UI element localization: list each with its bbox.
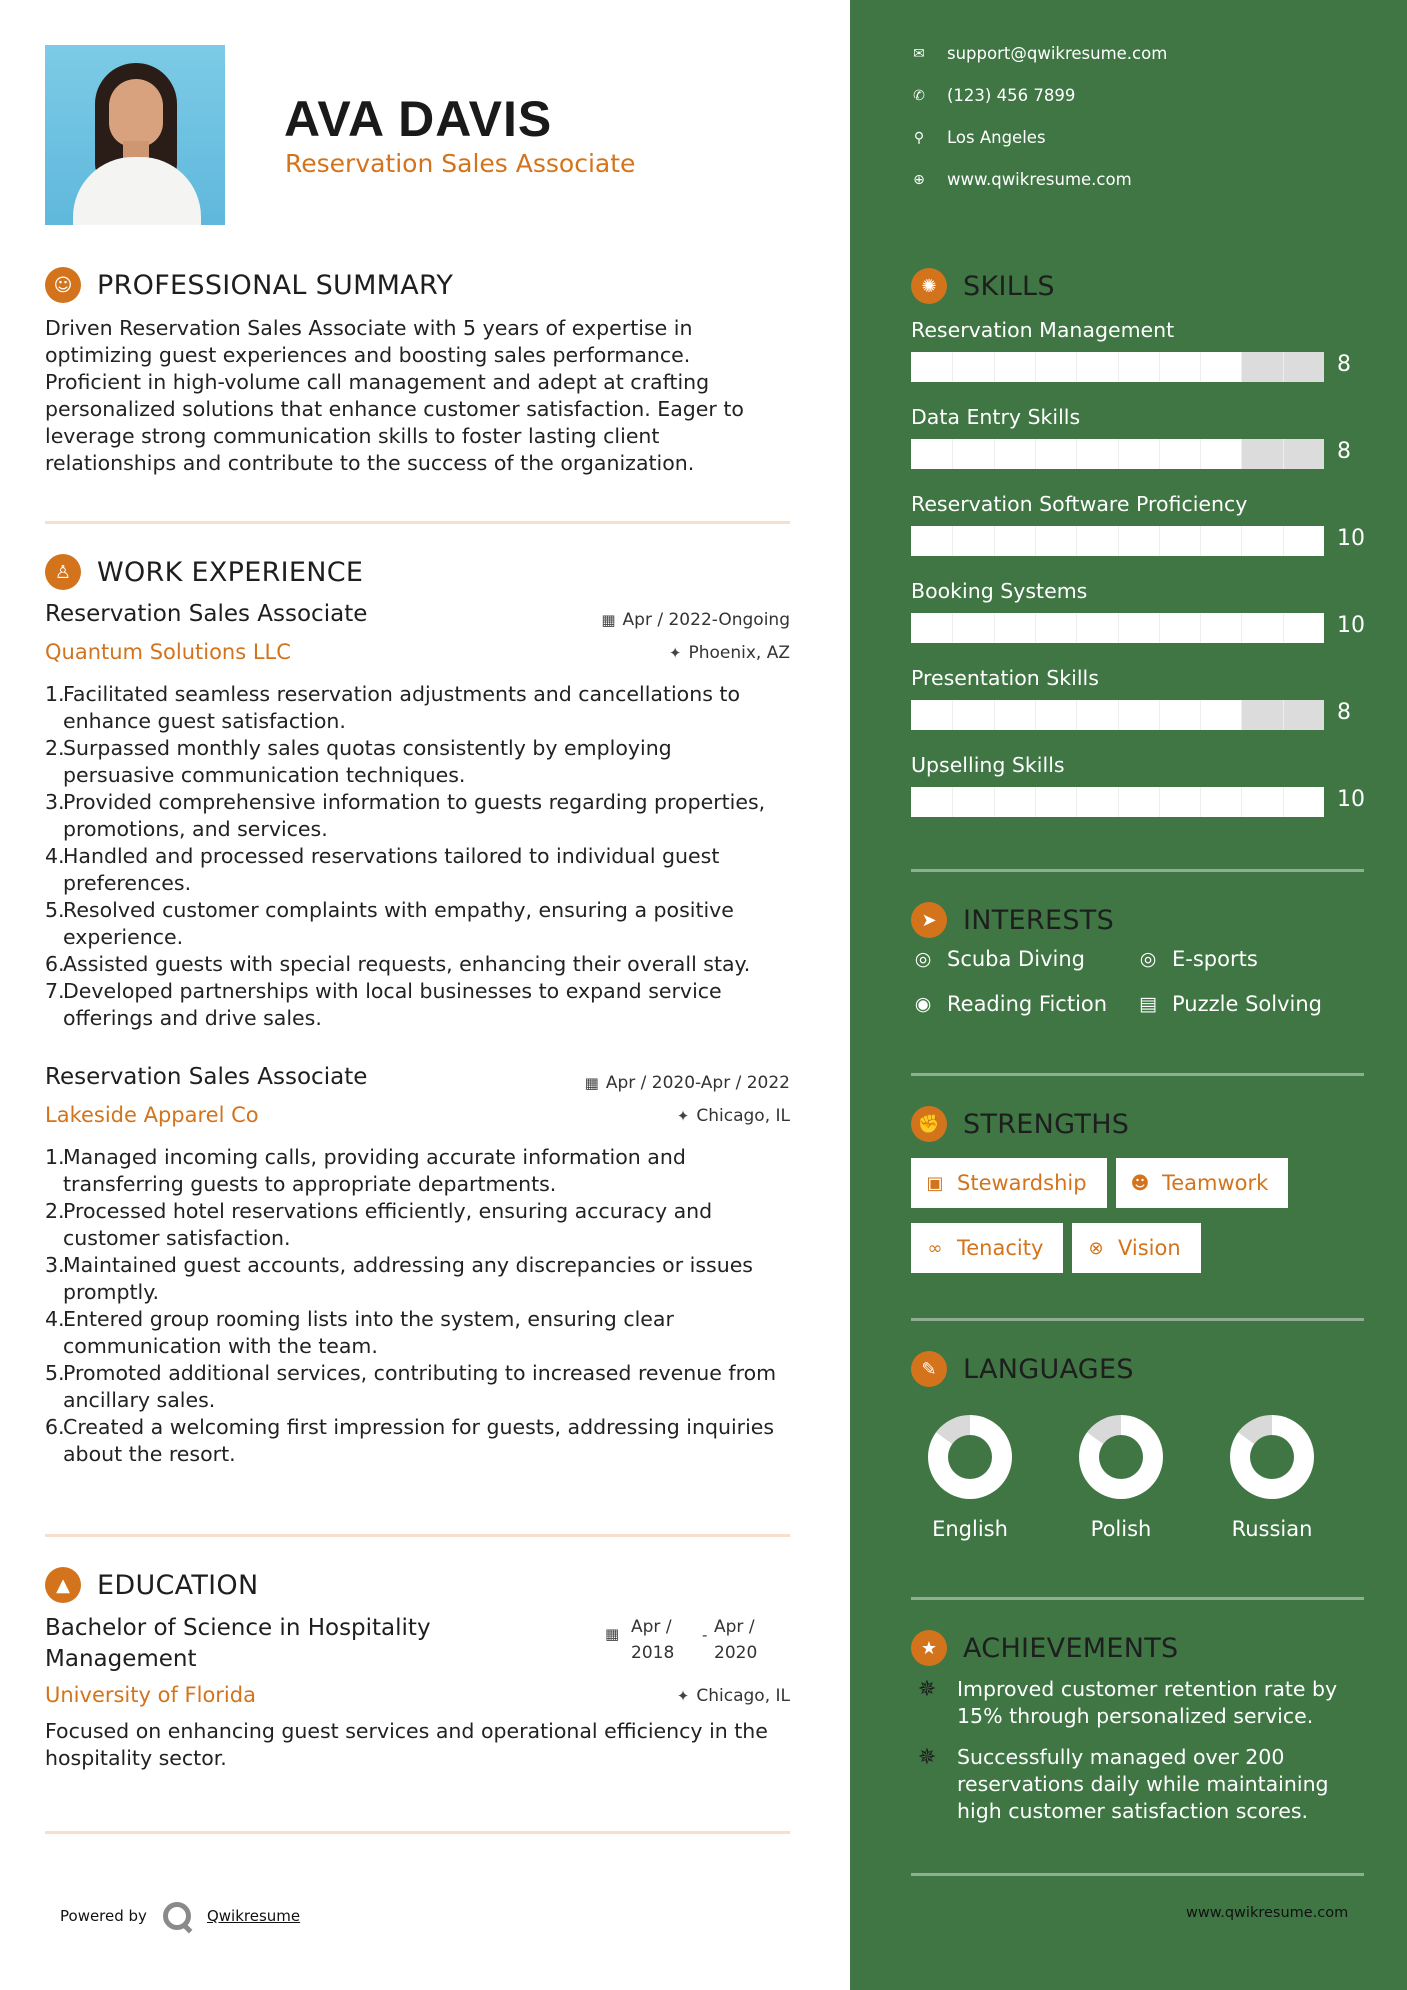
- skill-bar-segment: [1118, 700, 1119, 730]
- skill-bar-segment: [952, 526, 953, 556]
- section-divider: [911, 1318, 1364, 1321]
- skill-bar-segment: [1159, 787, 1160, 817]
- skill-bar-segment: [1159, 700, 1160, 730]
- skill-bar: [911, 613, 1324, 643]
- contact-location: ⚲ Los Angeles: [911, 128, 1046, 147]
- skill-name: Data Entry Skills: [911, 405, 1081, 429]
- skill-bar-segment: [1076, 787, 1077, 817]
- link-icon: ∞: [927, 1237, 943, 1259]
- lightbulb-icon: ✺: [911, 268, 947, 304]
- language-icon: ✎: [911, 1351, 947, 1387]
- section-divider: [911, 869, 1364, 872]
- skill-bar-segment: [1241, 700, 1242, 730]
- skill-bar-segment: [1241, 613, 1242, 643]
- skill-bar-segment: [1035, 526, 1036, 556]
- list-item: 3. Provided comprehensive information to guests regarding properties, promotions, and services.: [45, 790, 766, 841]
- skills-heading: ✺ SKILLS: [911, 268, 1055, 304]
- list-item: 4. Handled and processed reservations tailored to individual guest preferences.: [45, 844, 720, 895]
- skill-bar-segment: [994, 352, 995, 382]
- school-name: University of Florida: [45, 1683, 256, 1707]
- job-company: Quantum Solutions LLC: [45, 640, 291, 664]
- skill-bar-segment: [952, 613, 953, 643]
- list-item: 1. Managed incoming calls, providing accurate information and transferring guests to appropriate departments.: [45, 1145, 686, 1196]
- strength-chip: ∞ Tenacity: [911, 1223, 1063, 1273]
- job-bullets: [45, 681, 815, 1032]
- skill-bar-segment: [1283, 526, 1284, 556]
- list-item: 5. Promoted additional services, contributing to increased revenue from ancillary sales.: [45, 1361, 777, 1412]
- powered-by: Powered by Qwikresume: [60, 1902, 300, 1930]
- chair-icon: ♙: [45, 554, 81, 590]
- interest-item: ▤ Puzzle Solving: [1136, 992, 1322, 1016]
- skill-bar-segment: [1283, 700, 1284, 730]
- pin-icon: ✦: [668, 644, 682, 662]
- date-separator: -: [702, 1626, 708, 1644]
- skill-value: 10: [1337, 526, 1365, 551]
- skill-bar-segment: [1241, 352, 1242, 382]
- section-divider: [911, 1873, 1364, 1876]
- skill-bar-segment: [1241, 787, 1242, 817]
- strength-chip: ⊗ Vision: [1072, 1223, 1201, 1273]
- skill-bar-segment: [994, 526, 995, 556]
- language-item: Polish: [1046, 1415, 1196, 1541]
- binoculars-icon: ⊗: [1088, 1237, 1104, 1259]
- skill-bar-segment: [1283, 787, 1284, 817]
- skill-value: 10: [1337, 613, 1365, 638]
- skill-bar: [911, 700, 1324, 730]
- section-divider: [911, 1073, 1364, 1076]
- skill-bar-segment: [1076, 352, 1077, 382]
- skill-bar-segment: [1076, 526, 1077, 556]
- list-item: 6. Assisted guests with special requests, enhancing their overall stay.: [45, 952, 751, 976]
- strengths-heading: ✊ STRENGTHS: [911, 1106, 1129, 1142]
- candidate-name: AVA DAVIS: [284, 91, 553, 147]
- job-date: ▦ Apr / 2022-Ongoing: [601, 610, 790, 630]
- life-ring-icon: ◎: [1139, 948, 1157, 970]
- edu-end-date: Apr / 2020: [714, 1617, 758, 1663]
- skill-bar-segment: [1076, 613, 1077, 643]
- skill-bar: [911, 526, 1324, 556]
- sparkle-star-icon: ✵: [917, 1745, 937, 1770]
- skill-bar-segment: [1200, 613, 1201, 643]
- skill-bar-segment: [952, 700, 953, 730]
- edu-description: Focused on enhancing guest services and operational efficiency in the hospitality sector.: [45, 1719, 768, 1770]
- calendar-icon: ▦: [605, 1625, 620, 1643]
- skill-bar: [911, 787, 1324, 817]
- skill-bar-segment: [1283, 613, 1284, 643]
- skill-bar-segment: [1159, 613, 1160, 643]
- skill-name: Reservation Software Proficiency: [911, 492, 1248, 516]
- job-date: ▦ Apr / 2020-Apr / 2022: [584, 1073, 790, 1093]
- skill-bar-segment: [994, 787, 995, 817]
- achievement-item: ✵ Successfully managed over 200 reservations daily while maintaining high customer satisfaction scores.: [911, 1744, 1357, 1825]
- profile-photo: [45, 45, 225, 225]
- achievement-item: ✵ Improved customer retention rate by 15% through personalized service.: [911, 1676, 1357, 1730]
- skill-bar-segment: [952, 439, 953, 469]
- skill-bar-segment: [1035, 439, 1036, 469]
- summary-heading: ☺ PROFESSIONAL SUMMARY: [45, 267, 453, 303]
- skill-value: 10: [1337, 787, 1365, 812]
- user-icon: ☺: [45, 267, 81, 303]
- skill-bar-segment: [1241, 526, 1242, 556]
- experience-heading: ♙ WORK EXPERIENCE: [45, 554, 363, 590]
- skill-name: Upselling Skills: [911, 753, 1065, 777]
- skill-bar-segment: [994, 439, 995, 469]
- skill-bar-segment: [1035, 352, 1036, 382]
- skill-bar-segment: [1283, 439, 1284, 469]
- calendar-icon: ▦: [601, 611, 616, 629]
- skill-value: 8: [1337, 439, 1351, 464]
- book-icon: ▤: [1139, 993, 1157, 1015]
- edu-location: ✦ Chicago, IL: [676, 1686, 790, 1706]
- skill-name: Reservation Management: [911, 318, 1175, 342]
- users-icon: ☻: [1130, 1172, 1150, 1194]
- list-item: 3. Maintained guest accounts, addressing any discrepancies or issues promptly.: [45, 1253, 753, 1304]
- skill-bar: [911, 352, 1324, 382]
- interest-item: ◎ E-sports: [1136, 947, 1258, 971]
- language-level-ring: [1079, 1415, 1163, 1499]
- list-item: 2. Processed hotel reservations efficiently, ensuring accuracy and customer satisfaction.: [45, 1199, 713, 1250]
- fist-icon: ✊: [911, 1106, 947, 1142]
- footer-url[interactable]: www.qwikresume.com: [1186, 1905, 1349, 1921]
- edu-start-date: Apr / 2018: [631, 1617, 675, 1663]
- skill-bar-segment: [1200, 439, 1201, 469]
- gamepad-icon: ◉: [914, 993, 932, 1015]
- contact-email[interactable]: ✉ support@qwikresume.com: [911, 44, 1167, 63]
- skill-bar-segment: [1076, 700, 1077, 730]
- education-heading: ▲ EDUCATION: [45, 1567, 258, 1603]
- interests-heading: ➤ INTERESTS: [911, 902, 1114, 938]
- globe-icon: ⊕: [913, 171, 925, 188]
- job-bullets: [45, 1144, 825, 1468]
- envelope-icon: ✉: [913, 45, 925, 62]
- location-icon: ⚲: [913, 129, 925, 146]
- skill-bar-segment: [1200, 700, 1201, 730]
- skill-bar-segment: [1283, 352, 1284, 382]
- skill-bar: [911, 439, 1324, 469]
- contact-website[interactable]: ⊕ www.qwikresume.com: [911, 170, 1132, 189]
- life-ring-icon: ◎: [914, 948, 932, 970]
- paper-plane-icon: ➤: [911, 902, 947, 938]
- strength-chip: ▣ Stewardship: [911, 1158, 1107, 1208]
- skill-bar-segment: [1035, 613, 1036, 643]
- job-title: Reservation Sales Associate: [45, 601, 368, 627]
- skill-bar-segment: [1118, 439, 1119, 469]
- graduation-icon: ▲: [45, 1567, 81, 1603]
- section-divider: [45, 1831, 790, 1834]
- contact-phone: ✆ (123) 456 7899: [911, 86, 1075, 105]
- phone-icon: ✆: [913, 87, 925, 104]
- brand-link[interactable]: Qwikresume: [206, 1907, 301, 1925]
- job-company: Lakeside Apparel Co: [45, 1103, 259, 1127]
- section-divider: [45, 521, 790, 524]
- summary-text: Driven Reservation Sales Associate with 5 years of expertise in optimizing guest experiences and boosting sales performance. Proficient in high-volume call management and adept at crafting personalized solutions that enhance customer satisfaction. Eager to leverage strong communication skills to foster lasting client relationships and contribute to the success of the organization.: [45, 316, 744, 475]
- skill-bar-segment: [1200, 526, 1201, 556]
- skill-name: Booking Systems: [911, 579, 1088, 603]
- skill-bar-segment: [1241, 439, 1242, 469]
- skill-bar-segment: [1200, 352, 1201, 382]
- skill-bar-segment: [1076, 439, 1077, 469]
- skill-bar-segment: [994, 613, 995, 643]
- skill-bar-segment: [994, 700, 995, 730]
- achievements-heading: ★ ACHIEVEMENTS: [911, 1630, 1179, 1666]
- list-item: 7. Developed partnerships with local businesses to expand service offerings and drive sales.: [45, 979, 722, 1030]
- section-divider: [911, 1597, 1364, 1600]
- skill-value: 8: [1337, 700, 1351, 725]
- skill-bar-segment: [1118, 613, 1119, 643]
- pin-icon: ✦: [676, 1107, 690, 1125]
- skill-bar-segment: [1159, 352, 1160, 382]
- skill-bar-segment: [1035, 787, 1036, 817]
- skill-name: Presentation Skills: [911, 666, 1099, 690]
- skill-bar-segment: [1118, 787, 1119, 817]
- interest-item: ◎ Scuba Diving: [911, 947, 1085, 971]
- job-location: ✦ Phoenix, AZ: [668, 643, 790, 663]
- degree-title: Bachelor of Science in Hospitality Management: [45, 1615, 431, 1672]
- skill-bar-segment: [952, 352, 953, 382]
- skill-bar-segment: [1118, 526, 1119, 556]
- list-item: 2. Surpassed monthly sales quotas consistently by employing persuasive communication techniques.: [45, 736, 672, 787]
- skill-bar-segment: [1159, 526, 1160, 556]
- list-item: 5. Resolved customer complaints with empathy, ensuring a positive experience.: [45, 898, 734, 949]
- languages-heading: ✎ LANGUAGES: [911, 1351, 1134, 1387]
- language-level-ring: [1230, 1415, 1314, 1499]
- language-item: Russian: [1197, 1415, 1347, 1541]
- list-item: 4. Entered group rooming lists into the system, ensuring clear communication with the team.: [45, 1307, 674, 1358]
- candidate-title: Reservation Sales Associate: [285, 149, 636, 178]
- interest-item: ◉ Reading Fiction: [911, 992, 1107, 1016]
- list-item: 1. Facilitated seamless reservation adjustments and cancellations to enhance guest satisfaction.: [45, 682, 740, 733]
- section-divider: [45, 1534, 790, 1537]
- qwikresume-logo-icon: [163, 1902, 191, 1930]
- skill-bar-segment: [1200, 787, 1201, 817]
- briefcase-icon: ▣: [926, 1172, 944, 1194]
- job-title: Reservation Sales Associate: [45, 1064, 368, 1090]
- skill-bar-segment: [952, 787, 953, 817]
- skill-bar-segment: [1035, 700, 1036, 730]
- star-icon: ★: [911, 1630, 947, 1666]
- pin-icon: ✦: [676, 1687, 690, 1705]
- skill-bar-segment: [1159, 439, 1160, 469]
- language-level-ring: [928, 1415, 1012, 1499]
- skill-bar-segment: [1118, 352, 1119, 382]
- list-item: 6. Created a welcoming first impression for guests, addressing inquiries about the resort.: [45, 1415, 775, 1466]
- calendar-icon: ▦: [584, 1074, 599, 1092]
- language-item: English: [895, 1415, 1045, 1541]
- job-location: ✦ Chicago, IL: [676, 1106, 790, 1126]
- sparkle-star-icon: ✵: [917, 1677, 937, 1702]
- strength-chip: ☻ Teamwork: [1116, 1158, 1288, 1208]
- skill-value: 8: [1337, 352, 1351, 377]
